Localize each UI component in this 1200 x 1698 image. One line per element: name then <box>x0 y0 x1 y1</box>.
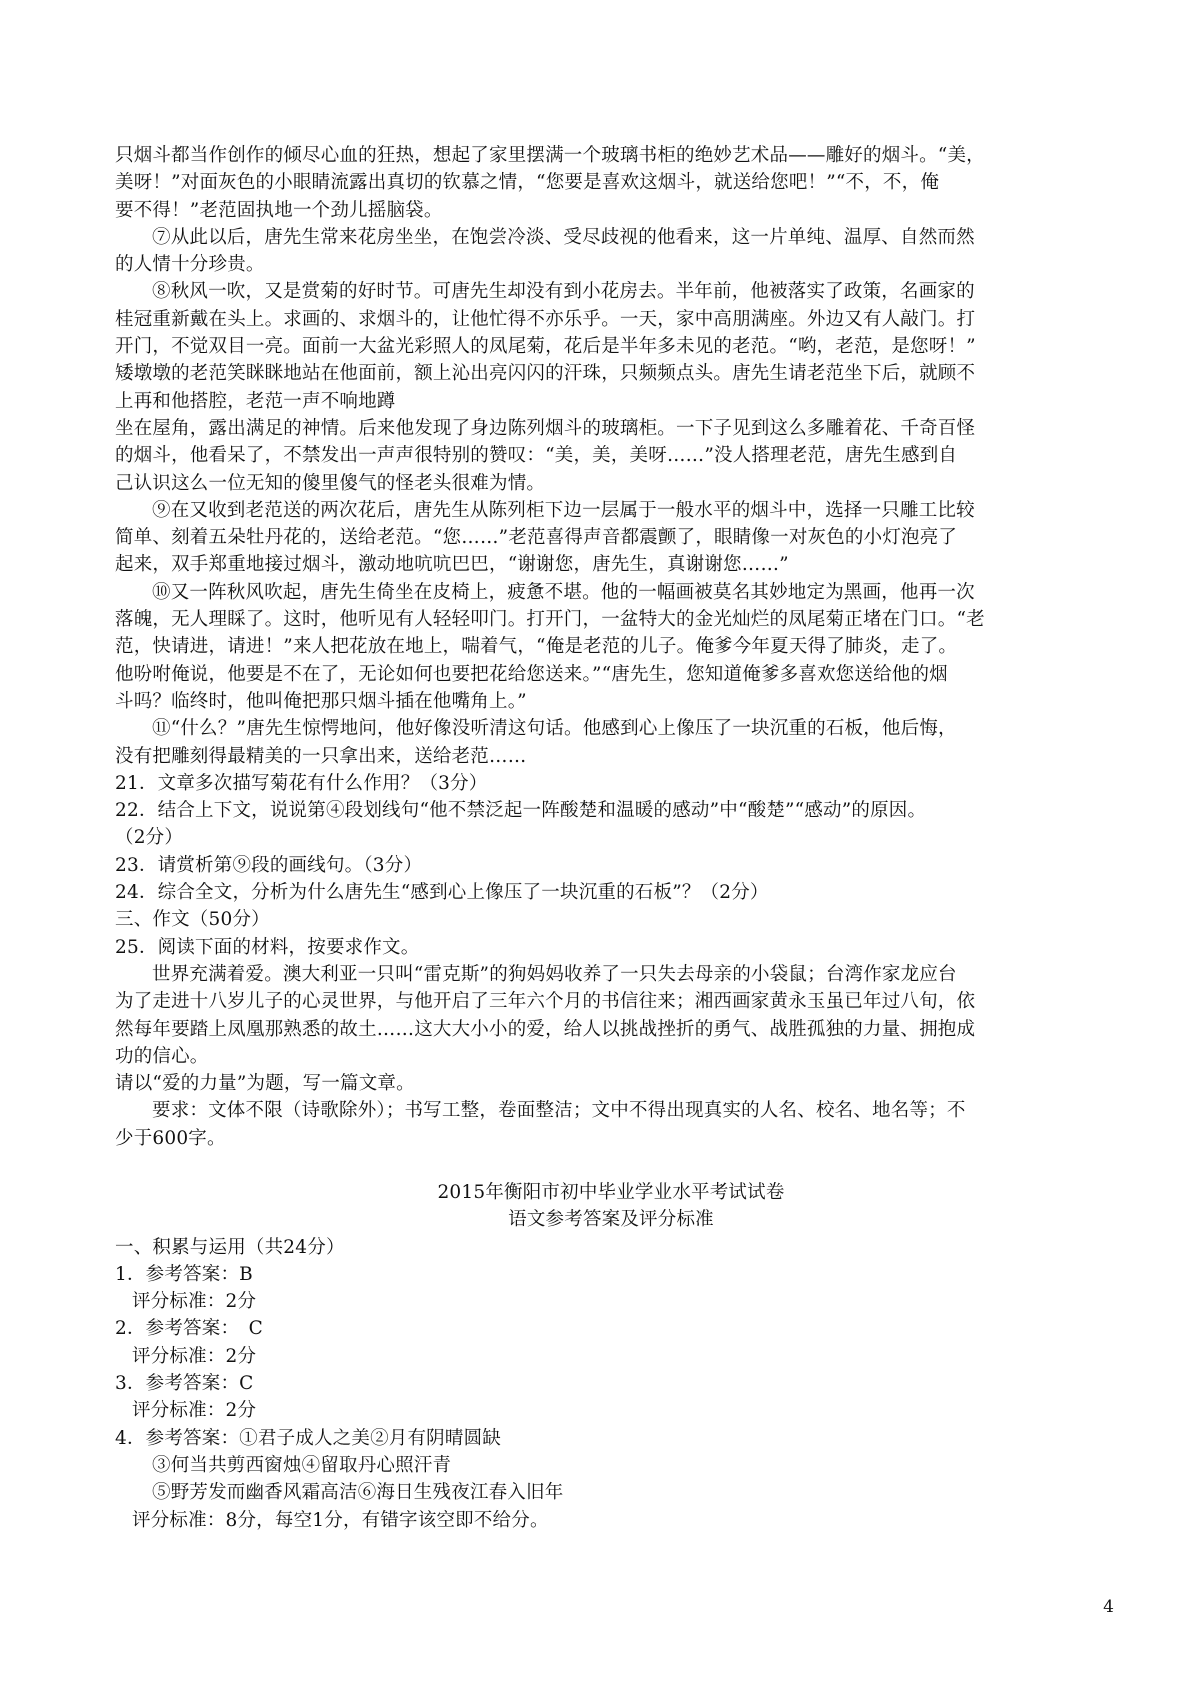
essay-prompt-line: 请以“爱的力量”为题，写一篇文章。 <box>115 1073 415 1095</box>
story-line: 的烟斗，他看呆了，不禁发出一声声很特别的赞叹：“美，美，美呀……”没人搭理老范，唐先生感到自 <box>115 445 958 467</box>
story-line: ⑨在又收到老范送的两次花后，唐先生从陈列柜下边一层属于一般水平的烟斗中，选择一只雕工比较 <box>152 499 975 521</box>
story-line: ⑩又一阵秋风吹起，唐先生倚坐在皮椅上，疲惫不堪。他的一幅画被莫名其妙地定为黑画，他再一次 <box>152 581 975 603</box>
story-line: 落魄，无人理睬了。这时，他听见有人轻轻叩门。打开门，一盆特大的金光灿烂的凤尾菊正堵在门口。“老 <box>115 609 985 631</box>
story-line: ⑧秋风一吹，又是赏菊的好时节。可唐先生却没有到小花房去。半年前，他被落实了政策，名画家的 <box>152 281 975 303</box>
answer-line: ⑤野芳发而幽香风霜高洁⑥海日生残夜江春入旧年 <box>152 1482 564 1504</box>
story-line: ⑪“什么？”唐先生惊愕地问，他好像没听清这句话。他感到心上像压了一块沉重的石板，他后悔， <box>152 718 957 740</box>
question-line: （2分） <box>115 827 184 849</box>
answer-key-title: 2015年衡阳市初中毕业学业水平考试试卷 <box>437 1181 785 1203</box>
essay-material-line: 为了走进十八岁儿子的心灵世界，与他开启了三年六个月的书信往来；湘西画家黄永玉虽已年过八旬，依 <box>115 991 976 1013</box>
question-line: 23．请赏析第⑨段的画线句。（3分） <box>115 854 423 876</box>
story-passage <box>115 142 1107 770</box>
story-line: 只烟斗都当作创作的倾尽心血的狂热，想起了家里摆满一个玻璃书柜的绝妙艺术品——雕好的烟斗。“美， <box>115 145 985 166</box>
answer-line: 1．参考答案：B <box>115 1263 253 1285</box>
scoring-line: 评分标准：2分 <box>132 1400 257 1422</box>
story-line: 桂冠重新戴在头上。求画的、求烟斗的，让他忙得不亦乐乎。一天，家中高朋满座。外边又有人敲门。打 <box>115 308 976 330</box>
story-line: 要不得！”老范固执地一个劲儿摇脑袋。 <box>115 199 443 221</box>
essay-material-line: 功的信心。 <box>115 1045 209 1067</box>
story-line: 起来，双手郑重地接过烟斗，激动地吭吭巴巴，“谢谢您，唐先生，真谢谢您……” <box>115 554 789 576</box>
story-line: 斗吗？临终时，他叫俺把那只烟斗插在他嘴角上。” <box>115 690 527 712</box>
answer-line: 4．参考答案：①君子成人之美②月有阴晴圆缺 <box>115 1427 501 1449</box>
section-heading: 三、作文（50分） <box>115 909 270 931</box>
story-line: 坐在屋角，露出满足的神情。后来他发现了身边陈列烟斗的玻璃柜。一下子见到这么多雕着花、千奇百怪 <box>115 417 976 439</box>
story-line: 他吩咐俺说，他要是不在了，无论如何也要把花给您送来。”“唐先生，您知道俺爹多喜欢您送给他的烟 <box>115 663 948 685</box>
essay-requirement-line: 少于600字。 <box>115 1127 226 1149</box>
answer-line: 3．参考答案：C <box>115 1373 254 1395</box>
essay-material-line: 世界充满着爱。澳大利亚一只叫“雷克斯”的狗妈妈收养了一只失去母亲的小袋鼠；台湾作家龙应台 <box>152 963 957 985</box>
question-line: 21．文章多次描写菊花有什么作用？（3分） <box>115 772 488 794</box>
story-line: 己认识这么一位无知的傻里傻气的怪老头很难为情。 <box>115 472 546 494</box>
answer-key-heading: 一、积累与运用（共24分） <box>115 1236 345 1258</box>
scoring-line: 评分标准：2分 <box>132 1345 257 1367</box>
story-line: 的人情十分珍贵。 <box>115 254 265 276</box>
answer-line: 2．参考答案： C <box>115 1318 263 1340</box>
answer-key-subtitle: 语文参考答案及评分标准 <box>508 1209 714 1231</box>
question-line: 22．结合上下文，说说第④段划线句“他不禁泛起一阵酸楚和温暖的感动”中“酸楚”“感动”的原因。 <box>115 800 927 822</box>
story-line: 范，快请进，请进！”来人把花放在地上，喘着气，“俺是老范的儿子。俺爹今年夏天得了肺炎，走了。 <box>115 636 958 658</box>
question-line: 25．阅读下面的材料，按要求作文。 <box>115 936 420 958</box>
document-page <box>115 142 1107 1534</box>
section-gap <box>115 1152 1107 1179</box>
story-line: 开门，不觉双目一亮。面前一大盆光彩照人的凤尾菊，花后是半年多未见的老范。“哟，老范，是您呀！” <box>115 336 976 358</box>
answer-line: ③何当共剪西窗烛④留取丹心照汗青 <box>152 1454 452 1476</box>
story-line: 简单、刻着五朵牡丹花的，送给老范。“您……”老范喜得声音都震颤了，眼睛像一对灰色的小灯泡亮了 <box>115 527 958 549</box>
question-line: 24．综合全文，分析为什么唐先生“感到心上像压了一块沉重的石板”？（2分） <box>115 882 769 904</box>
answer-key-section <box>115 1179 1107 1534</box>
story-line: 上再和他搭腔，老范一声不响地蹲 <box>115 390 396 412</box>
story-line: ⑦从此以后，唐先生常来花房坐坐，在饱尝冷淡、受尽歧视的他看来，这一片单纯、温厚、自然而然 <box>152 226 975 248</box>
page-number: 4 <box>1103 1597 1114 1617</box>
essay-material-line: 然每年要踏上凤凰那熟悉的故土……这大大小小的爱，给人以挑战挫折的勇气、战胜孤独的力量、拥抱成 <box>115 1018 976 1040</box>
story-line: 矮墩墩的老范笑眯眯地站在他面前，额上沁出亮闪闪的汗珠，只频频点头。唐先生请老范坐下后，就顾不 <box>115 363 976 385</box>
essay-requirement-line: 要求：文体不限（诗歌除外）；书写工整，卷面整洁；文中不得出现真实的人名、校名、地名等；不 <box>152 1100 966 1122</box>
story-line: 没有把雕刻得最精美的一只拿出来，送给老范…… <box>115 745 527 767</box>
scoring-line: 评分标准：2分 <box>132 1291 257 1313</box>
questions-section <box>115 770 1107 1152</box>
story-line: 美呀！”对面灰色的小眼睛流露出真切的钦慕之情，“您要是喜欢这烟斗，就送给您吧！”“不，不，俺 <box>115 172 940 194</box>
scoring-line: 评分标准：8分，每空1分，有错字该空即不给分。 <box>132 1509 549 1531</box>
